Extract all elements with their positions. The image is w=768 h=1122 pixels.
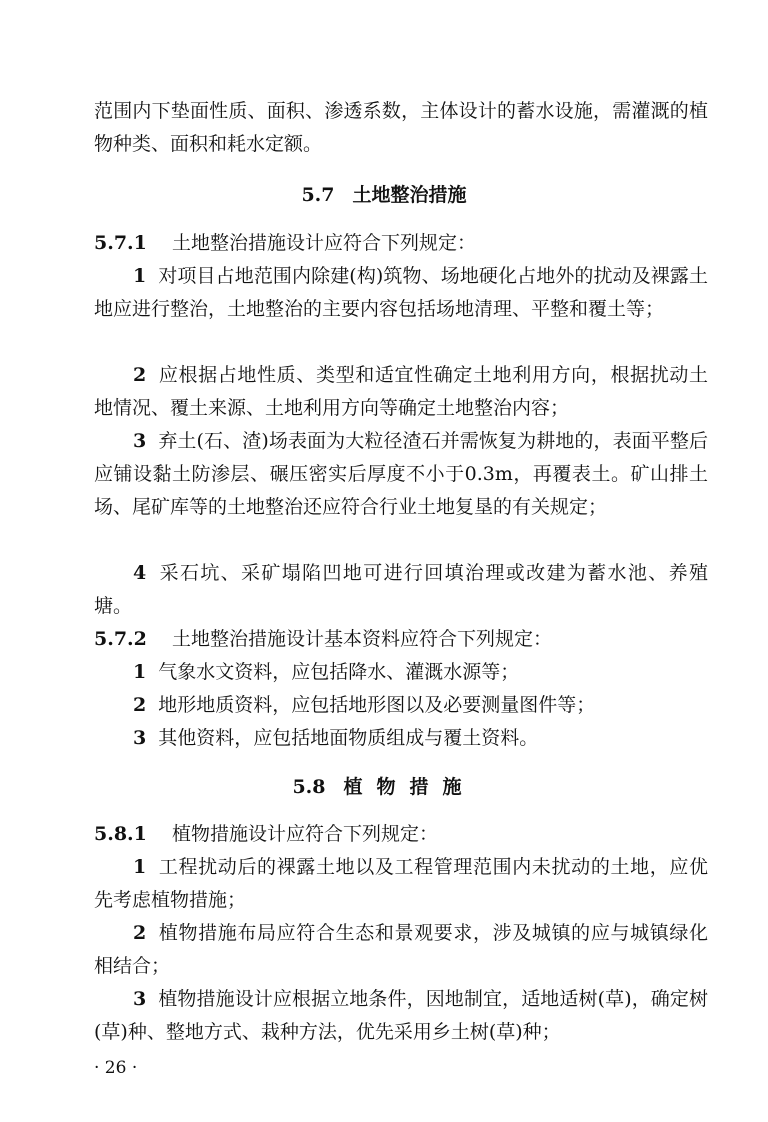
item-text: 应根据占地性质、类型和适宜性确定土地利用方向，根据扰动土地情况、覆土来源、土地利用方向等确定土地整治内容； — [94, 364, 708, 419]
section-heading-5-8 — [0, 772, 768, 802]
clause-number: 5.7.1 — [94, 232, 147, 254]
list-item-5-8-1-2 — [94, 917, 708, 983]
clause-5-7-1 — [94, 227, 708, 260]
list-item-5-8-1-3 — [94, 983, 708, 1049]
item-text: 采石坑、采矿塌陷凹地可进行回填治理或改建为蓄水池、养殖塘。 — [94, 562, 708, 617]
clause-text: 土地整治措施设计应符合下列规定： — [172, 232, 477, 254]
item-number: 4 — [133, 562, 147, 584]
item-text: 弃土(石、渣)场表面为大粒径渣石并需恢复为耕地的，表面平整后应铺设黏土防渗层、碾压密实后厚度不小于0.3m，再覆表土。矿山排土场、尾矿库等的土地整治还应符合行业土地复垦的有关规定； — [94, 430, 708, 518]
list-item-5-7-2-3 — [94, 722, 708, 755]
list-item-5-7-1-3 — [94, 425, 708, 524]
list-item-5-7-2-1 — [94, 656, 708, 689]
clause-5-7-2 — [94, 623, 708, 656]
section-number: 5.7 — [301, 184, 335, 206]
clause-number: 5.7.2 — [94, 628, 147, 650]
list-item-5-7-1-4 — [94, 557, 708, 623]
item-number: 3 — [133, 988, 147, 1010]
item-number: 3 — [133, 727, 147, 749]
list-item-5-8-1-1 — [94, 851, 708, 917]
section-title: 植物措施 — [343, 776, 476, 798]
item-text: 其他资料，应包括地面物质组成与覆土资料。 — [158, 727, 539, 749]
list-item-5-7-1-2 — [94, 359, 708, 425]
item-number: 2 — [133, 922, 147, 944]
item-text: 植物措施设计应根据立地条件，因地制宜，适地适树(草)，确定树(草)种、整地方式、栽种方法，优先采用乡土树(草)种； — [94, 988, 708, 1043]
item-text: 工程扰动后的裸露土地以及工程管理范围内未扰动的土地，应优先考虑植物措施； — [94, 856, 708, 911]
item-text: 气象水文资料，应包括降水、灌溉水源等； — [158, 661, 520, 683]
item-number: 2 — [133, 694, 147, 716]
item-number: 1 — [133, 856, 147, 878]
clause-text: 植物措施设计应符合下列规定： — [172, 823, 439, 845]
list-item-5-7-1-1 — [94, 260, 708, 326]
section-title: 土地整治措施 — [352, 184, 467, 206]
page-number: · 26 · — [94, 1058, 138, 1078]
item-number: 2 — [133, 364, 147, 386]
section-number: 5.8 — [292, 776, 326, 798]
item-text: 地形地质资料，应包括地形图以及必要测量图件等； — [158, 694, 596, 716]
item-text: 对项目占地范围内除建(构)筑物、场地硬化占地外的扰动及裸露土地应进行整治，土地整治的主要内容包括场地清理、平整和覆土等； — [94, 265, 708, 320]
section-heading-5-7 — [0, 180, 768, 210]
clause-text: 土地整治措施设计基本资料应符合下列规定： — [172, 628, 553, 650]
item-number: 1 — [133, 265, 147, 287]
clause-5-8-1 — [94, 818, 708, 851]
continuation-paragraph: 范围内下垫面性质、面积、渗透系数，主体设计的蓄水设施，需灌溉的植物种类、面积和耗水定额。 — [94, 100, 708, 155]
clause-number: 5.8.1 — [94, 823, 147, 845]
list-item-5-7-2-2 — [94, 689, 708, 722]
item-number: 1 — [133, 661, 147, 683]
item-text: 植物措施布局应符合生态和景观要求，涉及城镇的应与城镇绿化相结合； — [94, 922, 708, 977]
item-number: 3 — [133, 430, 147, 452]
